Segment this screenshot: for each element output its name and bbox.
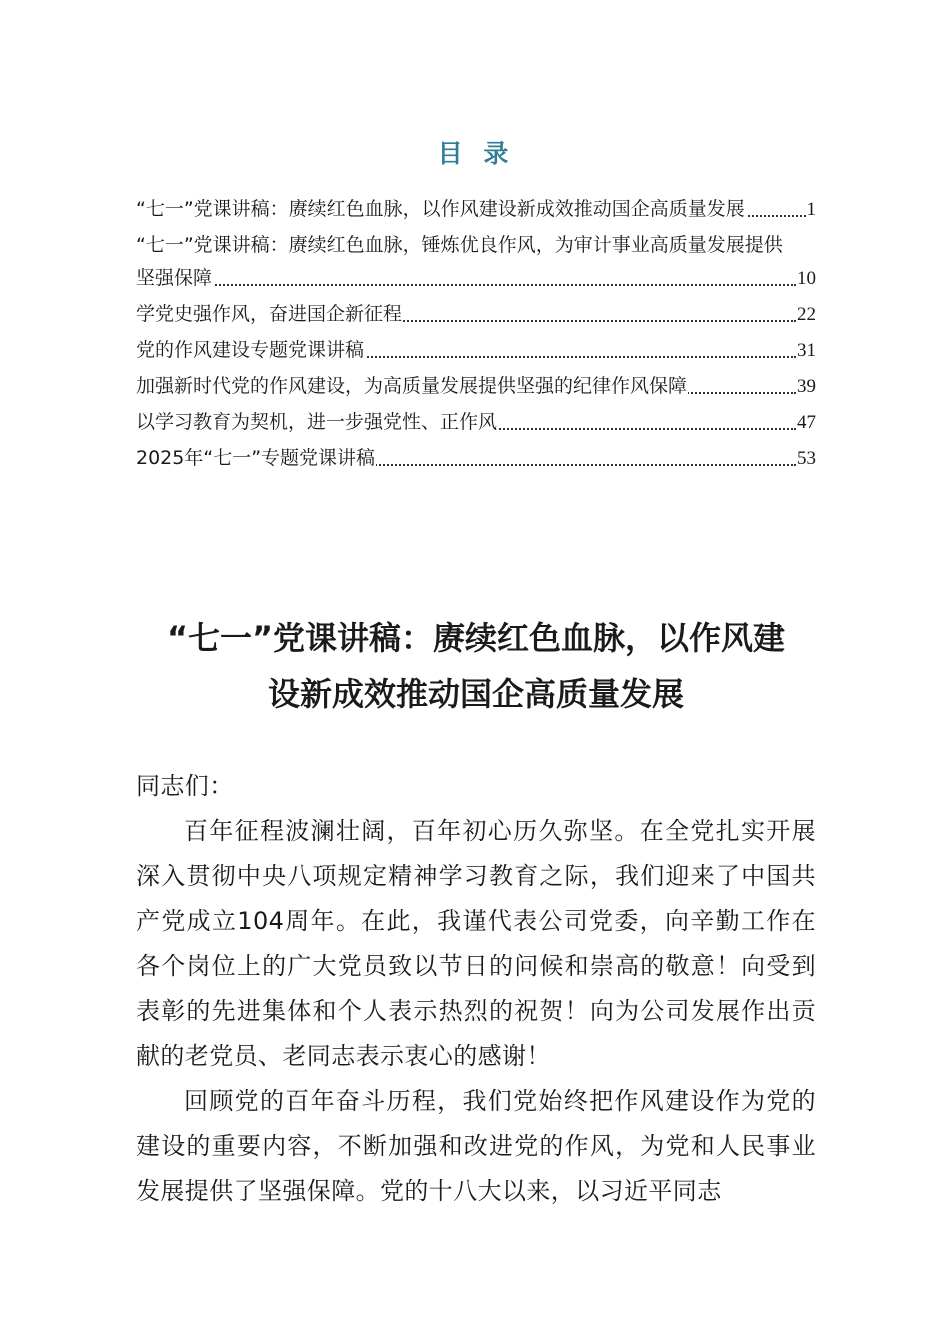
toc-entry-text: “七一”党课讲稿：赓续红色血脉，以作风建设新成效推动国企高质量发展	[136, 198, 745, 220]
toc-entry-page: 1	[806, 199, 816, 220]
toc-entry-text: 党的作风建设专题党课讲稿	[136, 339, 365, 361]
article-body	[136, 764, 816, 1214]
toc-entry-page: 39	[797, 376, 816, 397]
toc-entry-text: “七一”党课讲稿：赓续红色血脉，锤炼优良作风，为审计事业高质量发展提供坚强保障	[136, 234, 783, 289]
toc-entry[interactable]	[136, 442, 816, 475]
toc-entry-page: 10	[797, 268, 816, 289]
toc-entry[interactable]	[136, 193, 816, 226]
article-title-line: 设新成效推动国企高质量发展	[267, 675, 684, 713]
toc-entry-page: 53	[797, 448, 816, 469]
toc-entry-page: 47	[797, 412, 816, 433]
toc-title: 目 录	[437, 139, 515, 168]
toc-entry[interactable]	[136, 298, 816, 331]
article-title	[126, 610, 826, 722]
toc-entry-text: 加强新时代党的作风建设，为高质量发展提供坚强的纪律作风保障	[136, 375, 688, 397]
article-title-line: “七一”党课讲稿：赓续红色血脉，以作风建	[166, 619, 786, 657]
table-of-contents	[136, 193, 816, 478]
toc-entry[interactable]	[136, 370, 816, 403]
toc-entry-page: 31	[797, 340, 816, 361]
toc-entry-text: 学党史强作风，奋进国企新征程	[136, 303, 403, 325]
body-paragraph: 百年征程波澜壮阔，百年初心历久弥坚。在全党扎实开展深入贯彻中央八项规定精神学习教育之际，我们迎来了中国共产党成立104周年。在此，我谨代表公司党委，向辛勤工作在各个岗位上的广大党员致以节日的问候和崇高的敬意！向受到表彰的先进集体和个人表示热烈的祝贺！向为公司发展作出贡献的老党员、老同志表示衷心的感谢！	[136, 817, 816, 1070]
toc-entry-text: 2025年“七一”专题党课讲稿	[136, 447, 376, 469]
body-paragraph: 回顾党的百年奋斗历程，我们党始终把作风建设作为党的建设的重要内容，不断加强和改进党的作风，为党和人民事业发展提供了坚强保障。党的十八大以来，以习近平同志	[136, 1087, 816, 1205]
salutation: 同志们：	[136, 772, 234, 800]
toc-entry[interactable]	[136, 406, 816, 439]
toc-entry-page: 22	[797, 304, 816, 325]
toc-entry-text: 以学习教育为契机，进一步强党性、正作风	[136, 411, 498, 433]
toc-entry[interactable]	[136, 334, 816, 367]
toc-entry[interactable]	[136, 229, 816, 295]
